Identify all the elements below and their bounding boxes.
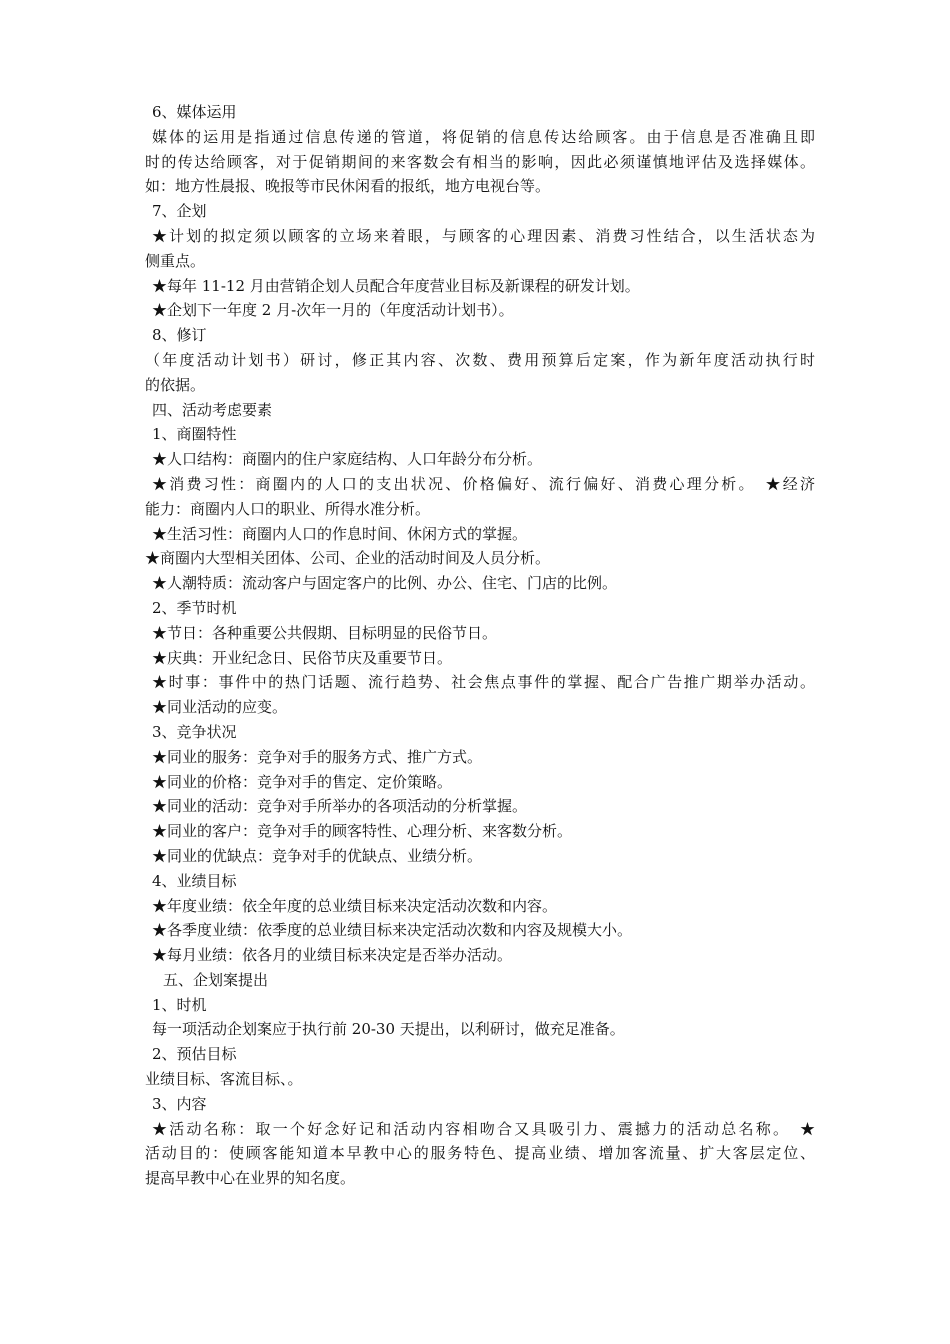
text-line: ★每月业绩：依各月的业绩目标来决定是否举办活动。: [152, 946, 513, 965]
text-line: ★同业的活动：竞争对手所举办的各项活动的分析掌握。: [152, 797, 528, 816]
text-line: 媒体的运用是指通过信息传递的管道，将促销的信息传达给顾客。由于信息是否准确且即: [152, 127, 815, 146]
text-line: 四、活动考虑要素: [152, 400, 273, 419]
text-line: ★庆典：开业纪念日、民俗节庆及重要节日。: [152, 648, 453, 667]
text-line: ★各季度业绩：依季度的总业绩目标来决定活动次数和内容及规模大小。: [152, 921, 633, 940]
text-line: 每一项活动企划案应于执行前 20-30 天提出，以利研讨，做充足准备。: [152, 1020, 625, 1039]
text-line: 提高早教中心在业界的知名度。: [145, 1169, 356, 1188]
text-line: ★企划下一年度 2 月-次年一月的（年度活动计划书）。: [152, 301, 514, 320]
text-line: ★同业活动的应变。: [152, 698, 288, 717]
text-line: ★人口结构：商圈内的住户家庭结构、人口年龄分布分析。: [152, 450, 543, 469]
text-line: 6、媒体运用: [152, 103, 237, 121]
text-line: 的依据。: [145, 375, 206, 394]
text-line: ★同业的价格：竞争对手的售定、定价策略。: [152, 772, 453, 791]
text-line: ★年度业绩：依全年度的总业绩目标来决定活动次数和内容。: [152, 896, 558, 915]
text-line: ★节日：各种重要公共假期、目标明显的民俗节日。: [152, 623, 498, 642]
text-line: 7、企划: [152, 202, 207, 221]
text-line: ★同业的优缺点：竞争对手的优缺点、业绩分析。: [152, 846, 483, 865]
text-line: 如：地方性晨报、晚报等市民休闲看的报纸，地方电视台等。: [145, 177, 551, 196]
text-line: 1、商圈特性: [152, 425, 237, 444]
text-line: ★同业的客户：竞争对手的顾客特性、心理分析、来客数分析。: [152, 822, 573, 841]
text-line: 1、时机: [152, 995, 207, 1014]
text-line: 4、业绩目标: [152, 871, 237, 890]
text-line: 2、季节时机: [152, 598, 237, 617]
text-line: ★计划的拟定须以顾客的立场来着眼，与顾客的心理因素、消费习性结合，以生活状态为: [152, 226, 815, 245]
text-line: 能力：商圈内人口的职业、所得水准分析。: [145, 499, 431, 518]
text-line: ★生活习性：商圈内人口的作息时间、休闲方式的掌握。: [152, 524, 528, 543]
text-line: （年度活动计划书）研讨，修正其内容、次数、费用预算后定案，作为新年度活动执行时: [145, 350, 815, 369]
text-line: 8、修订: [152, 326, 207, 345]
text-line: 3、内容: [152, 1094, 207, 1113]
document-page: [145, 100, 815, 1191]
text-line: ★人潮特质：流动客户与固定客户的比例、办公、住宅、门店的比例。: [152, 574, 618, 593]
text-line: ★活动名称：取一个好念好记和活动内容相吻合又具吸引力、震撼力的活动总名称。 ★: [152, 1119, 815, 1138]
text-line: 业绩目标、客流目标、。: [145, 1070, 303, 1089]
text-line: ★每年 11-12 月由营销企划人员配合年度营业目标及新课程的研发计划。: [152, 276, 640, 295]
text-line: ★同业的服务：竞争对手的服务方式、推广方式。: [152, 747, 483, 766]
text-line: ★时事：事件中的热门话题、流行趋势、社会焦点事件的掌握、配合广告推广期举办活动。: [152, 673, 815, 692]
text-line: ★消费习性：商圈内的人口的支出状况、价格偏好、流行偏好、消费心理分析。 ★经济: [152, 474, 815, 493]
text-line: 侧重点。: [145, 251, 206, 270]
text-line: 时的传达给顾客，对于促销期间的来客数会有相当的影响，因此必须谨慎地评估及选择媒体。: [145, 152, 815, 171]
text-line: 2、预估目标: [152, 1045, 237, 1064]
text-line: 五、企划案提出: [163, 970, 269, 989]
text-line: 活动目的：使顾客能知道本早教中心的服务特色、提高业绩、增加客流量、扩大客层定位、: [145, 1144, 815, 1163]
text-line: ★商圈内大型相关团体、公司、企业的活动时间及人员分析。: [145, 549, 551, 568]
text-line: 3、竞争状况: [152, 722, 237, 741]
